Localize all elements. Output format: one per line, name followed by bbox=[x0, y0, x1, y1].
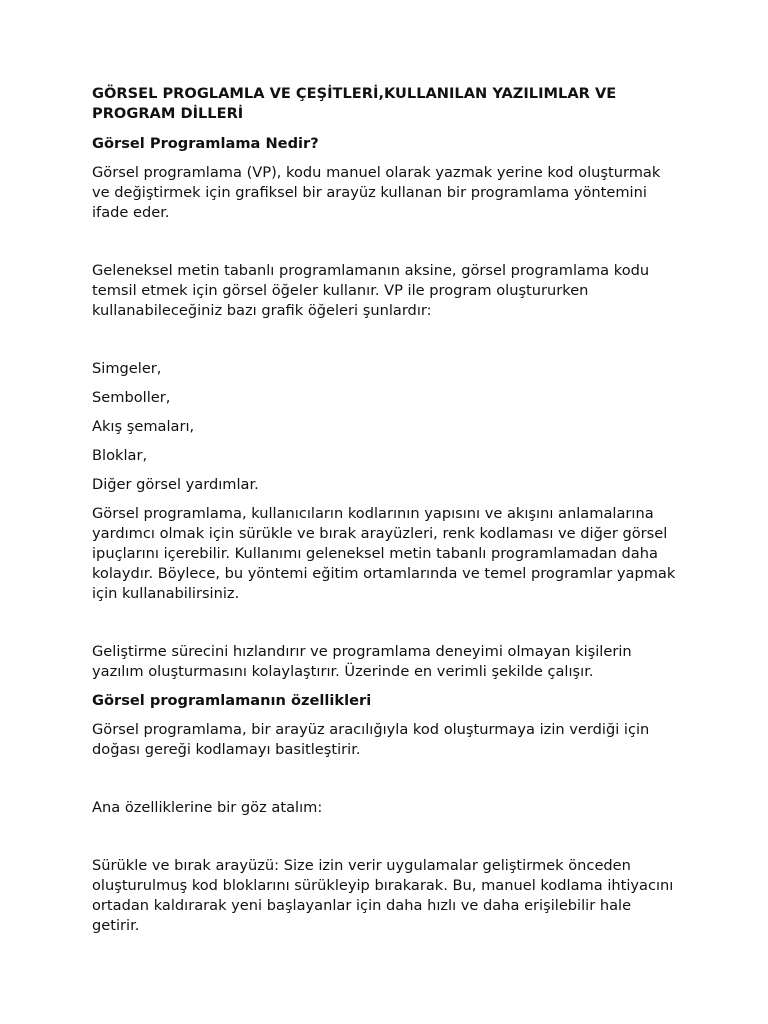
document-page bbox=[92, 84, 682, 945]
section-heading-what-is: Görsel Programlama Nedir? bbox=[92, 135, 319, 152]
spacer bbox=[92, 827, 682, 856]
paragraph-simplifies: Görsel programlama, bir arayüz aracılığıyla kod oluşturmaya izin verdiği için doğası gereği kodlamayı basitleştirir. bbox=[92, 721, 650, 758]
list-item: Diğer görsel yardımlar. bbox=[92, 476, 259, 493]
section-heading-features: Görsel programlamanın özellikleri bbox=[92, 692, 372, 709]
spacer bbox=[92, 232, 682, 261]
spacer bbox=[92, 769, 682, 798]
paragraph-main-features: Ana özelliklerine bir göz atalım: bbox=[92, 799, 323, 816]
spacer bbox=[92, 613, 682, 642]
paragraph-definition: Görsel programlama (VP), kodu manuel olarak yazmak yerine kod oluşturmak ve değiştirmek için grafiksel bir arayüz kullanan bir programlama yöntemini ifade eder. bbox=[92, 164, 661, 221]
paragraph-drag-and-drop: Sürükle ve bırak arayüzü: Size izin verir uygulamalar geliştirmek önceden oluşturulmuş kod bloklarını sürükleyip bırakarak. Bu, manuel kodlama ihtiyacını ortadan kaldırarak yeni başlayanlar için daha hızlı ve daha erişilebilir hale getirir. bbox=[92, 857, 674, 934]
list-item: Semboller, bbox=[92, 389, 171, 406]
paragraph-visual-cues: Görsel programlama, kullanıcıların kodlarının yapısını ve akışını anlamalarına yardımcı olmak için sürükle ve bırak arayüzleri, renk kodlaması ve diğer görsel ipuçlarını içerebilir. Kullanımı geleneksel metin tabanlı programlamadan daha kolaydır. Böylece, bu yöntemi eğitim ortamlarında ve temel programlar yapmak için kullanabilirsiniz. bbox=[92, 505, 676, 602]
spacer bbox=[92, 330, 682, 359]
paragraph-graphic-elements: Geleneksel metin tabanlı programlamanın aksine, görsel programlama kodu temsil etmek için görsel öğeler kullanır. VP ile program oluştururken kullanabileceğiniz bazı grafik öğeleri şunlardır: bbox=[92, 262, 650, 319]
list-item: Bloklar, bbox=[92, 447, 148, 464]
paragraph-development-speed: Geliştirme sürecini hızlandırır ve programlama deneyimi olmayan kişilerin yazılım oluşturmasını kolaylaştırır. Üzerinde en verimli şekilde çalışır. bbox=[92, 643, 632, 680]
list-item: Simgeler, bbox=[92, 360, 162, 377]
document-title: GÖRSEL PROGLAMLA VE ÇEŞİTLERİ,KULLANILAN YAZILIMLAR VE PROGRAM DİLLERİ bbox=[92, 85, 617, 122]
list-item: Akış şemaları, bbox=[92, 418, 195, 435]
